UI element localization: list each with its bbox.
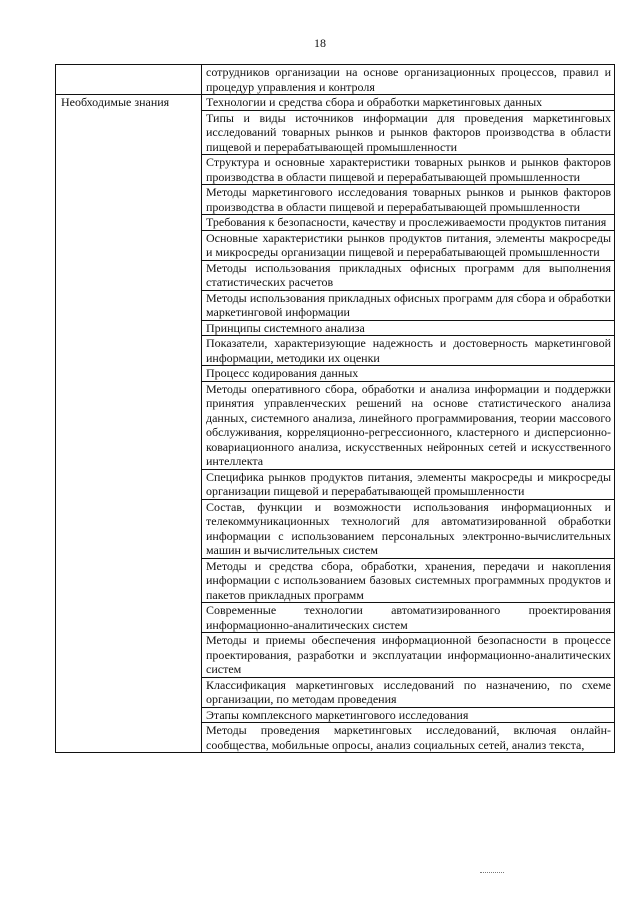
knowledge-item: Показатели, характеризующие надежность и достоверность маркетинговой информации, методики их оценки [202,336,615,366]
row-text: сотрудников организации на основе организационных процессов, правил и процедур управления и контроля [202,65,615,95]
row-label [56,65,202,95]
knowledge-item: Основные характеристики рынков продуктов питания, элементы макросреды и микросреды организации пищевой и перерабатывающей промышленности [202,230,615,260]
knowledge-item: Состав, функции и возможности использования информационных и телекоммуникационных технологий для автоматизированной обработки информации с использованием персональных электронно-вычислительных машин и вычислительных систем [202,499,615,558]
knowledge-item: Процесс кодирования данных [202,366,615,382]
knowledge-item: Методы проведения маркетинговых исследований, включая онлайн-сообщества, мобильные опросы, анализ социальных сетей, анализ текста, [202,723,615,753]
knowledge-item: Специфика рынков продуктов питания, элементы макросреды и микросреды организации пищевой и перерабатывающей промышленности [202,469,615,499]
knowledge-item: Принципы системного анализа [202,320,615,336]
table-row [56,95,615,111]
knowledge-item: Современные технологии автоматизированного проектирования информационно-аналитических систем [202,603,615,633]
scan-artifact-divider [480,872,504,874]
knowledge-item: Методы использования прикладных офисных программ для сбора и обработки маркетинговой информации [202,290,615,320]
knowledge-item: Методы маркетингового исследования товарных рынков и рынков факторов производства в области пищевой и перерабатывающей промышленности [202,185,615,215]
knowledge-item: Методы и средства сбора, обработки, хранения, передачи и накопления информации с использованием базовых системных программных продуктов и пакетов прикладных программ [202,558,615,603]
knowledge-item: Классификация маркетинговых исследований по назначению, по схеме организации, по методам проведения [202,677,615,707]
table-row [56,65,615,95]
requirements-table [55,64,615,753]
knowledge-item: Методы использования прикладных офисных программ для выполнения статистических расчетов [202,260,615,290]
knowledge-item: Этапы комплексного маркетингового исследования [202,707,615,723]
page-number: 18 [314,36,326,50]
knowledge-item: Требования к безопасности, качеству и прослеживаемости продуктов питания [202,215,615,231]
knowledge-item: Типы и виды источников информации для проведения маркетинговых исследований товарных рынков и рынков факторов производства в области пищевой и перерабатывающей промышленности [202,110,615,155]
knowledge-item: Методы оперативного сбора, обработки и анализа информации и поддержки принятия управленческих решений на основе статистического анализа данных, системного анализа, линейного программирования, теории массового обслуживания, корреляционно-регрессионного, кластерного и дисперсионно-ковариационного анализа, искусственных нейронных сетей и искусственного интеллекта [202,381,615,469]
knowledge-item: Технологии и средства сбора и обработки маркетинговых данных [202,95,615,111]
knowledge-item: Методы и приемы обеспечения информационной безопасности в процессе проектирования, разработки и эксплуатации информационно-аналитических систем [202,633,615,678]
knowledge-item: Структура и основные характеристики товарных рынков и рынков факторов производства в области пищевой и перерабатывающей промышленности [202,155,615,185]
section-label-knowledge: Необходимые знания [56,95,202,753]
